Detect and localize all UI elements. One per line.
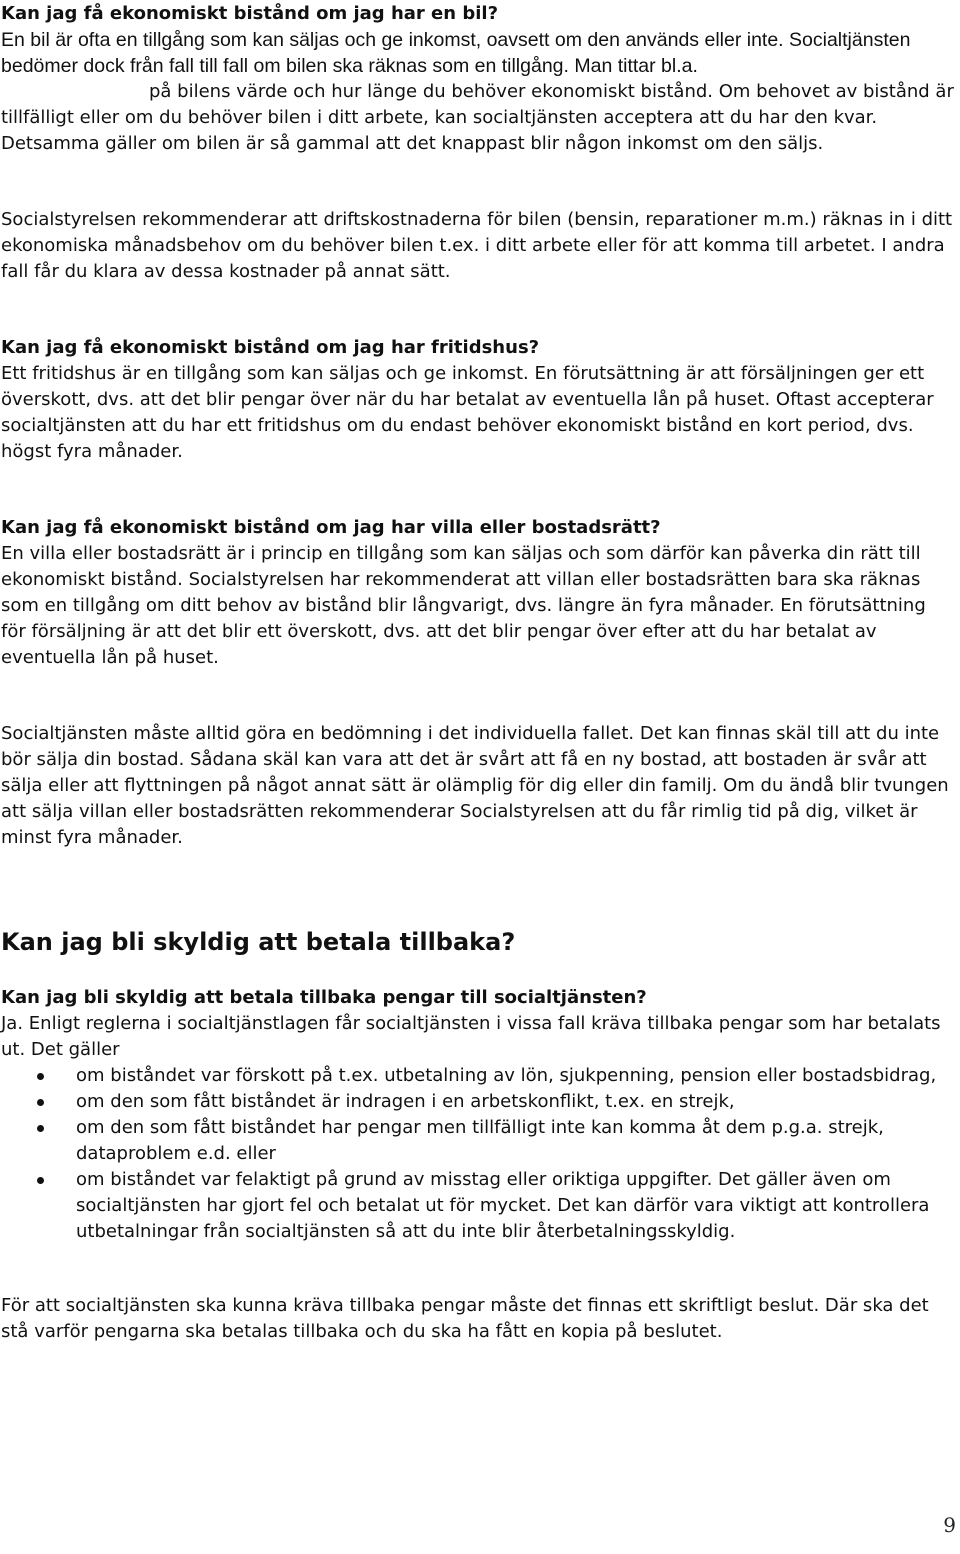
heading-skyldig: Kan jag bli skyldig att betala tillbaka pengar till socialtjänsten? [1, 987, 647, 1008]
bullet-icon [37, 1125, 44, 1132]
paragraph-fritidshus-1: Ett fritidshus är en tillgång som kan säljas och ge inkomst. En förutsättning är att försäljningen ger ett överskott, dvs. att det blir pengar över när du har betalat av eventuella lån på huset. Oftast accepterar socialtjänsten att du har ett fritidshus om du endast behöver ekonomiskt bistånd en kort period, dvs. högst fyra månader. [1, 363, 934, 462]
list-item [0, 1089, 956, 1115]
list-item-text: om biståndet var felaktigt på grund av misstag eller oriktiga uppgifter. Det gäller även om socialtjänsten har gjort fel och betalat ut för mycket. Det kan därför vara viktigt att kontrollera utbetalningar från socialtjänsten så att du inte blir återbetalningsskyldig. [76, 1169, 930, 1242]
list-item [0, 1167, 956, 1245]
paragraph-bil-1a: En bil är ofta en tillgång som kan säljas och ge inkomst, oavsett om den används eller inte. Socialtjänsten bedömer dock från fall till fall om bilen ska räknas som en tillgång. Man tittar bl.a. [1, 29, 911, 77]
bullet-icon [37, 1073, 44, 1080]
list-item [0, 1115, 956, 1167]
repayment-conditions-list [0, 1063, 958, 1245]
page-number: 9 [943, 1513, 956, 1537]
heading-bil: Kan jag få ekonomiskt bistånd om jag har en bil? [1, 3, 499, 24]
bullet-icon [37, 1177, 44, 1184]
paragraph-bil-2: Socialstyrelsen rekommenderar att driftskostnaderna för bilen (bensin, reparationer m.m.) räknas in i ditt ekonomiska månadsbehov om du behöver bilen t.ex. i ditt arbete eller för att komma till arbetet. I andra fall får du klara av dessa kostnader på annat sätt. [1, 209, 953, 282]
paragraph-bil-1b: på bilens värde och hur länge du behöver ekonomiskt bistånd. Om behovet av bistånd är tillfälligt eller om du behöver bilen i ditt arbete, kan socialtjänsten acceptera att du har den kvar. Detsamma gäller om bilen är så gammal att det knappast blir någon inkomst om den säljs. [1, 81, 954, 154]
list-item-text: om den som fått biståndet är indragen i en arbetskonflikt, t.ex. en strejk, [76, 1091, 735, 1112]
paragraph-skyldig-outro: För att socialtjänsten ska kunna kräva tillbaka pengar måste det finnas ett skriftligt beslut. Där ska det stå varför pengarna ska betalas tillbaka och du ska ha fått en kopia på beslutet. [1, 1295, 929, 1342]
list-item-text: om den som fått biståndet har pengar men tillfälligt inte kan komma åt dem p.g.a. strejk, dataproblem e.d. eller [76, 1117, 884, 1164]
paragraph-skyldig-intro: Ja. Enligt reglerna i socialtjänstlagen får socialtjänsten i vissa fall kräva tillbaka pengar som har betalats ut. Det gäller [1, 1013, 941, 1060]
list-item [0, 1063, 956, 1089]
section-title-skyldig: Kan jag bli skyldig att betala tillbaka? [1, 928, 516, 956]
paragraph-villa-1: En villa eller bostadsrätt är i princip en tillgång som kan säljas och som därför kan påverka din rätt till ekonomiskt bistånd. Socialstyrelsen har rekommenderat att villan eller bostadsrätten bara ska räknas som en tillgång om ditt behov av bistånd blir långvarigt, dvs. längre än fyra månader. En förutsättning för försäljning är att det blir ett överskott, dvs. att det blir pengar över efter att du har betalat av eventuella lån på huset. [1, 543, 926, 668]
bullet-icon [37, 1099, 44, 1106]
heading-villa: Kan jag få ekonomiskt bistånd om jag har villa eller bostadsrätt? [1, 517, 661, 538]
list-item-text: om biståndet var förskott på t.ex. utbetalning av lön, sjukpenning, pension eller bostadsbidrag, [76, 1065, 937, 1086]
heading-fritidshus: Kan jag få ekonomiskt bistånd om jag har fritidshus? [1, 337, 540, 358]
paragraph-villa-2: Socialtjänsten måste alltid göra en bedömning i det individuella fallet. Det kan finnas skäl till att du inte bör sälja din bostad. Sådana skäl kan vara att det är svårt att få en ny bostad, att bostaden är svår att sälja eller att flyttningen på något annat sätt är olämplig för dig eller din familj. Om du ändå blir tvungen att sälja villan eller bostadsrätten rekommenderar Socialstyrelsen att du får rimlig tid på dig, vilket är minst fyra månader. [1, 723, 949, 848]
